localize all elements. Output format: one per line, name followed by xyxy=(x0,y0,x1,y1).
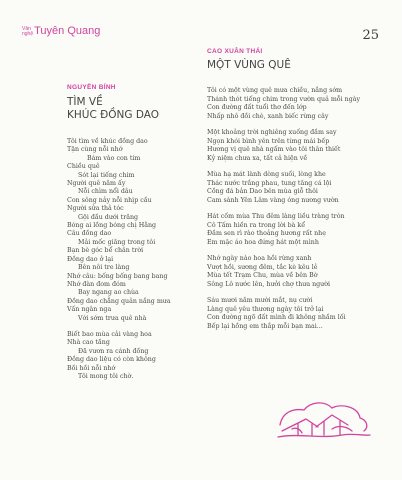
right-poem-line: Em mặc áo hoa đứng hát một mình xyxy=(207,238,319,246)
left-poem-line: Người quê năm ấy xyxy=(67,180,126,188)
village-sketch-illustration xyxy=(272,391,374,442)
page-number: 25 xyxy=(362,28,379,43)
right-poem-line: Nhấp nhô đồi chè, xanh biếc rừng cây xyxy=(207,112,329,120)
right-poem-line: Con đường ngõ đất mình đi không nhầm lối xyxy=(207,314,346,321)
masthead-small-2: nghệ xyxy=(22,31,34,37)
left-author: NGUYỄN BÍNH xyxy=(67,84,116,91)
left-poem-line: Câu đồng dao xyxy=(67,230,112,238)
right-poem-line: Tôi có một vùng quê mưa chiều, nắng sớm xyxy=(207,87,343,94)
right-poem-line: Con đường đất tuổi thơ đến lớp xyxy=(207,104,307,111)
right-poem-line: Ngọn khói bình yên trên từng mái bếp xyxy=(207,137,330,145)
right-poem-line: Hát cốm mùa Thu đêm làng liều tràng tròn xyxy=(207,213,345,220)
right-poem-line: Kỷ niệm chưa xa, tất cả hiện về xyxy=(207,154,308,162)
right-poem-line: Mùa tết Trạm Chu, mùa về bên Bờ xyxy=(207,272,318,279)
left-poem-line: Nỗi chìm nổi dâu xyxy=(78,188,133,196)
left-poem-line: Bên nôi tre làng xyxy=(78,264,130,272)
left-poem-line: Nhớ đàn đom đóm xyxy=(67,280,126,288)
left-poem-line: Với sớm trưa quê nhà xyxy=(78,314,147,322)
masthead-small-1: Văn xyxy=(22,26,31,32)
left-poem-line: Đồng dao ở lại xyxy=(67,255,114,263)
left-poem-line: Bạn bè góc bể chân trời xyxy=(67,247,144,255)
right-poem-line: Cồng đá bản Dao bên mùa giỗ thôi xyxy=(207,188,318,195)
left-poem-line: Người sửa thả tóc xyxy=(67,205,124,213)
right-poem-line: Hương vị quê nhà ngấm vào tôi thân thiết xyxy=(207,146,341,153)
right-poem-stanza xyxy=(207,213,387,247)
left-poem-line: Đã vươn ra cánh đồng xyxy=(78,347,149,355)
right-poem-line: Làng quê yêu thương ngày tôi trở lại xyxy=(207,305,324,313)
left-poem-line: Đồng dao liệu có còn không xyxy=(67,356,156,364)
left-poem-line: Đồng dao chẳng quản nắng mưa xyxy=(67,297,171,305)
left-poem-line: Chiều quê xyxy=(67,163,100,171)
masthead xyxy=(22,26,100,37)
left-poem-line: Biết bao mùa cải vàng hoa xyxy=(67,330,152,338)
left-poem-line: Con sông nảy nỗi nhịp cầu xyxy=(67,196,152,204)
right-poem-line: Cô Tấm hiền ra trong lời bà kể xyxy=(207,221,306,229)
left-poem-line: Gội đầu dưới trăng xyxy=(78,213,139,221)
right-poem-line: Nhớ ngày nào hoa hồi rừng xanh xyxy=(207,255,312,262)
left-column xyxy=(67,84,197,381)
masthead-small xyxy=(22,27,33,37)
left-poem-line: Mải mốc giăng trong tôi xyxy=(78,238,156,246)
right-poem-stanza xyxy=(207,87,387,121)
masthead-title: Tuyên Quang xyxy=(34,25,101,37)
right-poem-line: Sông Lô nước lên, hưởi chợ thưa người xyxy=(207,280,331,288)
right-title: MỘT VÙNG QUÊ xyxy=(207,59,291,71)
right-poem-stanza xyxy=(207,255,387,289)
left-poem-line: Bồi hồi nỗi nhớ xyxy=(67,364,116,372)
left-poem-line: Bay ngang ao chùa xyxy=(78,289,139,297)
left-title xyxy=(67,96,197,122)
left-poem-line: Tôi tìm về khúc đồng dao xyxy=(67,138,148,145)
right-poem-line: Thác nước trắng phau, tung tăng cá lội xyxy=(207,179,332,187)
left-poem xyxy=(67,138,197,381)
left-poem-line: Tôi mong tôi chờ. xyxy=(78,372,134,380)
right-poem-line: Bếp lại hồng em thắp mỗi bạn mai... xyxy=(207,322,323,330)
right-poem-line: Vượt hồi, sương đêm, tắc kè kêu lẻ xyxy=(207,263,318,271)
right-column xyxy=(207,48,387,339)
right-poem-stanza xyxy=(207,171,387,205)
left-poem-line: Tận cùng nỗi nhớ xyxy=(67,146,123,154)
right-poem-stanza xyxy=(207,297,387,331)
right-poem xyxy=(207,87,387,331)
right-poem-line: Sáu mươi năm mười mắt, nụ cười xyxy=(207,297,313,304)
right-poem-line: Mùa hạ mát lành dòng suối, lòng khe xyxy=(207,171,326,178)
right-poem-stanza xyxy=(207,129,387,163)
left-poem-line xyxy=(67,323,197,331)
left-poem-line: Bóng ai lồng bóng chị Hằng xyxy=(67,222,157,230)
left-poem-line: Vấn ngân nga xyxy=(67,306,112,314)
right-poem-line: Thánh thót tiếng chim trong vườn quả mỗi ngày xyxy=(207,95,361,103)
right-poem-line: Một khoảng trời nghiêng xuống đầm say xyxy=(207,129,337,136)
left-title-line-2: KHÚC ĐỒNG DAO xyxy=(67,109,160,121)
right-author: CAO XUÂN THÁI xyxy=(207,48,263,55)
left-poem-line: Sót lại tiếng chim xyxy=(78,171,135,179)
left-poem-line: Bám vào con tim xyxy=(87,154,141,162)
right-poem-line: Đầm sen rì rào thoảng hương rất nhẹ xyxy=(207,230,326,237)
left-poem-line: Nhớ câu: bống bống bang bang xyxy=(67,272,168,280)
right-poem-line: Cam sành Yên Lâm vàng óng nương vườn xyxy=(207,196,339,204)
left-poem-line: Nhà cao tầng xyxy=(67,339,110,347)
left-title-line-1: TÌM VỀ xyxy=(67,96,103,108)
